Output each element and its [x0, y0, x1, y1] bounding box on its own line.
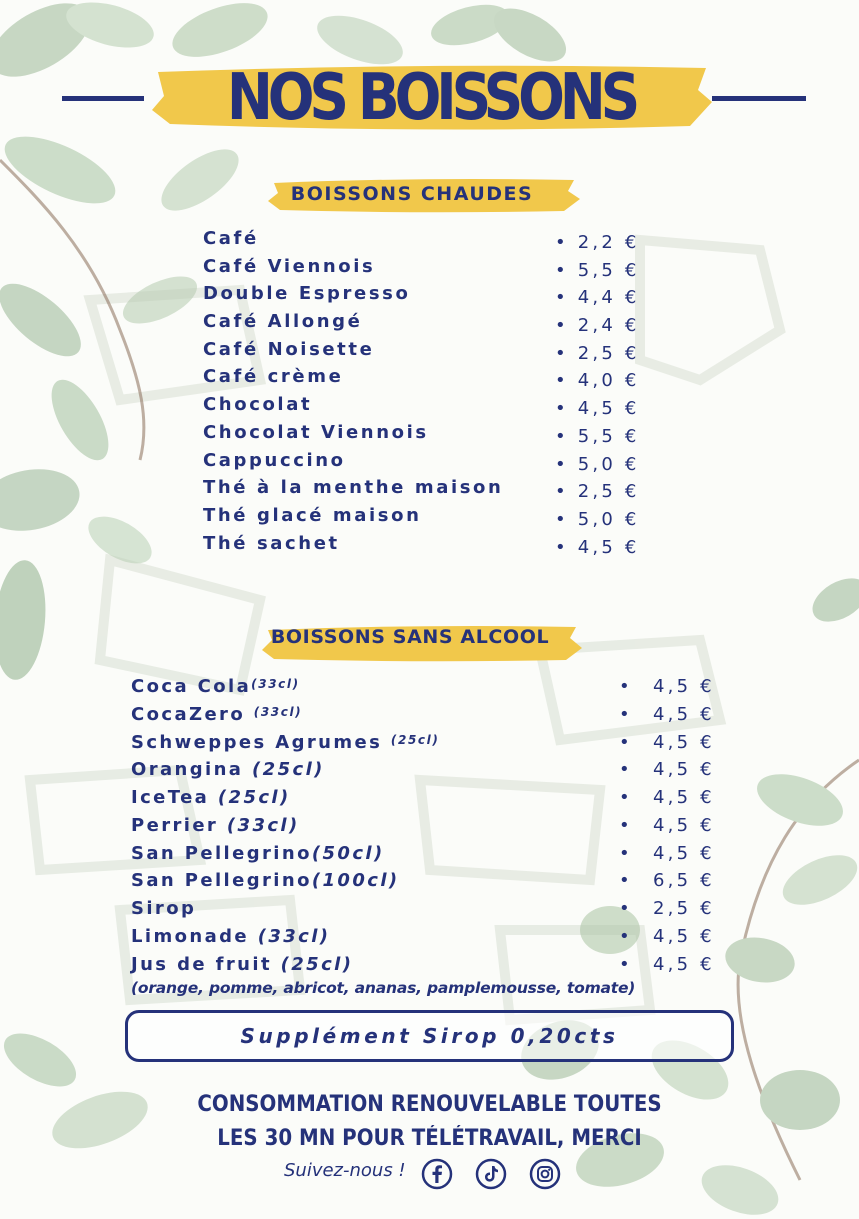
list-item	[131, 843, 731, 871]
item-price: • 5,5 €	[555, 259, 640, 281]
item-price: 4,5 €	[653, 953, 715, 975]
hot-drinks-list	[203, 228, 643, 560]
bullet: •	[619, 953, 630, 975]
bullet: •	[619, 925, 630, 947]
list-item	[203, 339, 643, 367]
list-item	[131, 732, 731, 760]
item-price: • 4,5 €	[555, 398, 640, 420]
supplement-box	[125, 1010, 734, 1062]
bullet: •	[619, 870, 630, 892]
item-name: Thé sachet	[203, 532, 340, 554]
hot-heading: BOISSONS CHAUDES	[290, 183, 534, 205]
facebook-icon[interactable]	[421, 1158, 453, 1190]
item-price: • 2,4 €	[555, 315, 640, 337]
list-item	[131, 704, 731, 732]
list-item	[131, 926, 731, 954]
list-item	[131, 815, 731, 843]
item-price: 4,5 €	[653, 676, 715, 697]
item-name: Schweppes Agrumes $^{(25cl)}$	[131, 731, 440, 753]
item-name: Chocolat Viennois	[203, 421, 429, 443]
item-price: • 2,2 €	[555, 232, 640, 253]
footer-line-2: LES 30 MN POUR TÉLÉTRAVAIL, MERCI	[217, 1126, 642, 1151]
item-price: 4,5 €	[653, 787, 715, 808]
item-name: Sirop	[131, 898, 197, 919]
footer-line-1: CONSOMMATION RENOUVELABLE TOUTES	[197, 1092, 662, 1117]
list-item	[131, 898, 731, 926]
list-item	[203, 505, 643, 533]
bullet: •	[619, 759, 630, 781]
item-price: 6,5 €	[653, 870, 715, 892]
item-name: Café Viennois	[203, 255, 376, 277]
item-name: Café Noisette	[203, 338, 375, 360]
list-item	[203, 256, 643, 284]
item-price: • 4,0 €	[555, 370, 640, 392]
item-price: 4,5 €	[653, 731, 715, 753]
follow-us-label: Suivez-nous !	[284, 1160, 406, 1181]
bullet: •	[619, 787, 630, 808]
list-item	[203, 450, 643, 478]
juice-flavours-note: (orange, pomme, abricot, ananas, pamplemousse, tomate)	[131, 979, 636, 997]
item-price: • 2,5 €	[555, 342, 640, 364]
list-item	[131, 759, 731, 787]
item-name: Orangina (25cl)	[131, 759, 325, 781]
tiktok-icon[interactable]	[475, 1158, 507, 1190]
title-rule-left	[62, 96, 144, 101]
item-price: • 5,5 €	[555, 425, 640, 447]
list-item	[203, 311, 643, 339]
bullet: •	[619, 814, 630, 836]
item-price: 4,5 €	[653, 842, 715, 864]
title-rule-right	[712, 96, 806, 101]
item-price: 4,5 €	[653, 759, 715, 781]
item-name: IceTea (25cl)	[131, 787, 291, 808]
item-price: 4,5 €	[653, 925, 715, 947]
supplement-text: Supplément Sirop 0,20cts	[240, 1024, 619, 1048]
bullet: •	[619, 676, 630, 697]
item-name: Coca Cola$^{(33cl)}$	[131, 676, 300, 697]
list-item	[131, 954, 731, 982]
instagram-icon[interactable]	[529, 1158, 561, 1190]
item-price: 2,5 €	[653, 898, 715, 919]
bullet: •	[619, 898, 630, 919]
bullet: •	[619, 731, 630, 753]
item-name: Café	[203, 228, 259, 249]
item-name: Café Allongé	[203, 311, 363, 333]
list-item	[203, 533, 643, 561]
list-item	[203, 422, 643, 450]
item-price: • 4,5 €	[555, 536, 640, 558]
item-name: Jus de fruit (25cl)	[131, 953, 354, 975]
list-item	[203, 366, 643, 394]
item-name: Perrier (33cl)	[131, 814, 300, 836]
cold-heading: BOISSONS SANS ALCOOL	[270, 626, 550, 648]
item-price: 4,5 €	[653, 814, 715, 836]
cold-drinks-list	[131, 676, 731, 981]
item-name: Chocolat	[203, 394, 313, 416]
list-item	[203, 228, 643, 256]
list-item	[203, 394, 643, 422]
item-name: Limonade (33cl)	[131, 925, 331, 947]
list-item	[203, 283, 643, 311]
item-name: Café crème	[203, 366, 344, 388]
list-item	[203, 477, 643, 505]
item-name: Thé glacé maison	[203, 504, 422, 526]
page-title: NOS BOISSONS	[226, 61, 636, 135]
item-price: 4,5 €	[653, 703, 715, 725]
bullet: •	[619, 703, 630, 725]
item-price: • 2,5 €	[555, 481, 640, 503]
item-price: • 5,0 €	[555, 453, 640, 475]
item-name: San Pellegrino(50cl)	[131, 842, 385, 864]
item-name: Cappuccino	[203, 449, 346, 471]
list-item	[131, 676, 731, 704]
item-name: San Pellegrino(100cl)	[131, 870, 400, 892]
item-name: CocaZero $^{(33cl)}$	[131, 703, 303, 725]
item-name: Double Espresso	[203, 283, 411, 305]
item-price: • 5,0 €	[555, 508, 640, 530]
list-item	[131, 870, 731, 898]
list-item	[131, 787, 731, 815]
item-price: • 4,4 €	[555, 287, 640, 309]
item-name: Thé à la menthe maison	[203, 477, 504, 499]
bullet: •	[619, 842, 630, 864]
